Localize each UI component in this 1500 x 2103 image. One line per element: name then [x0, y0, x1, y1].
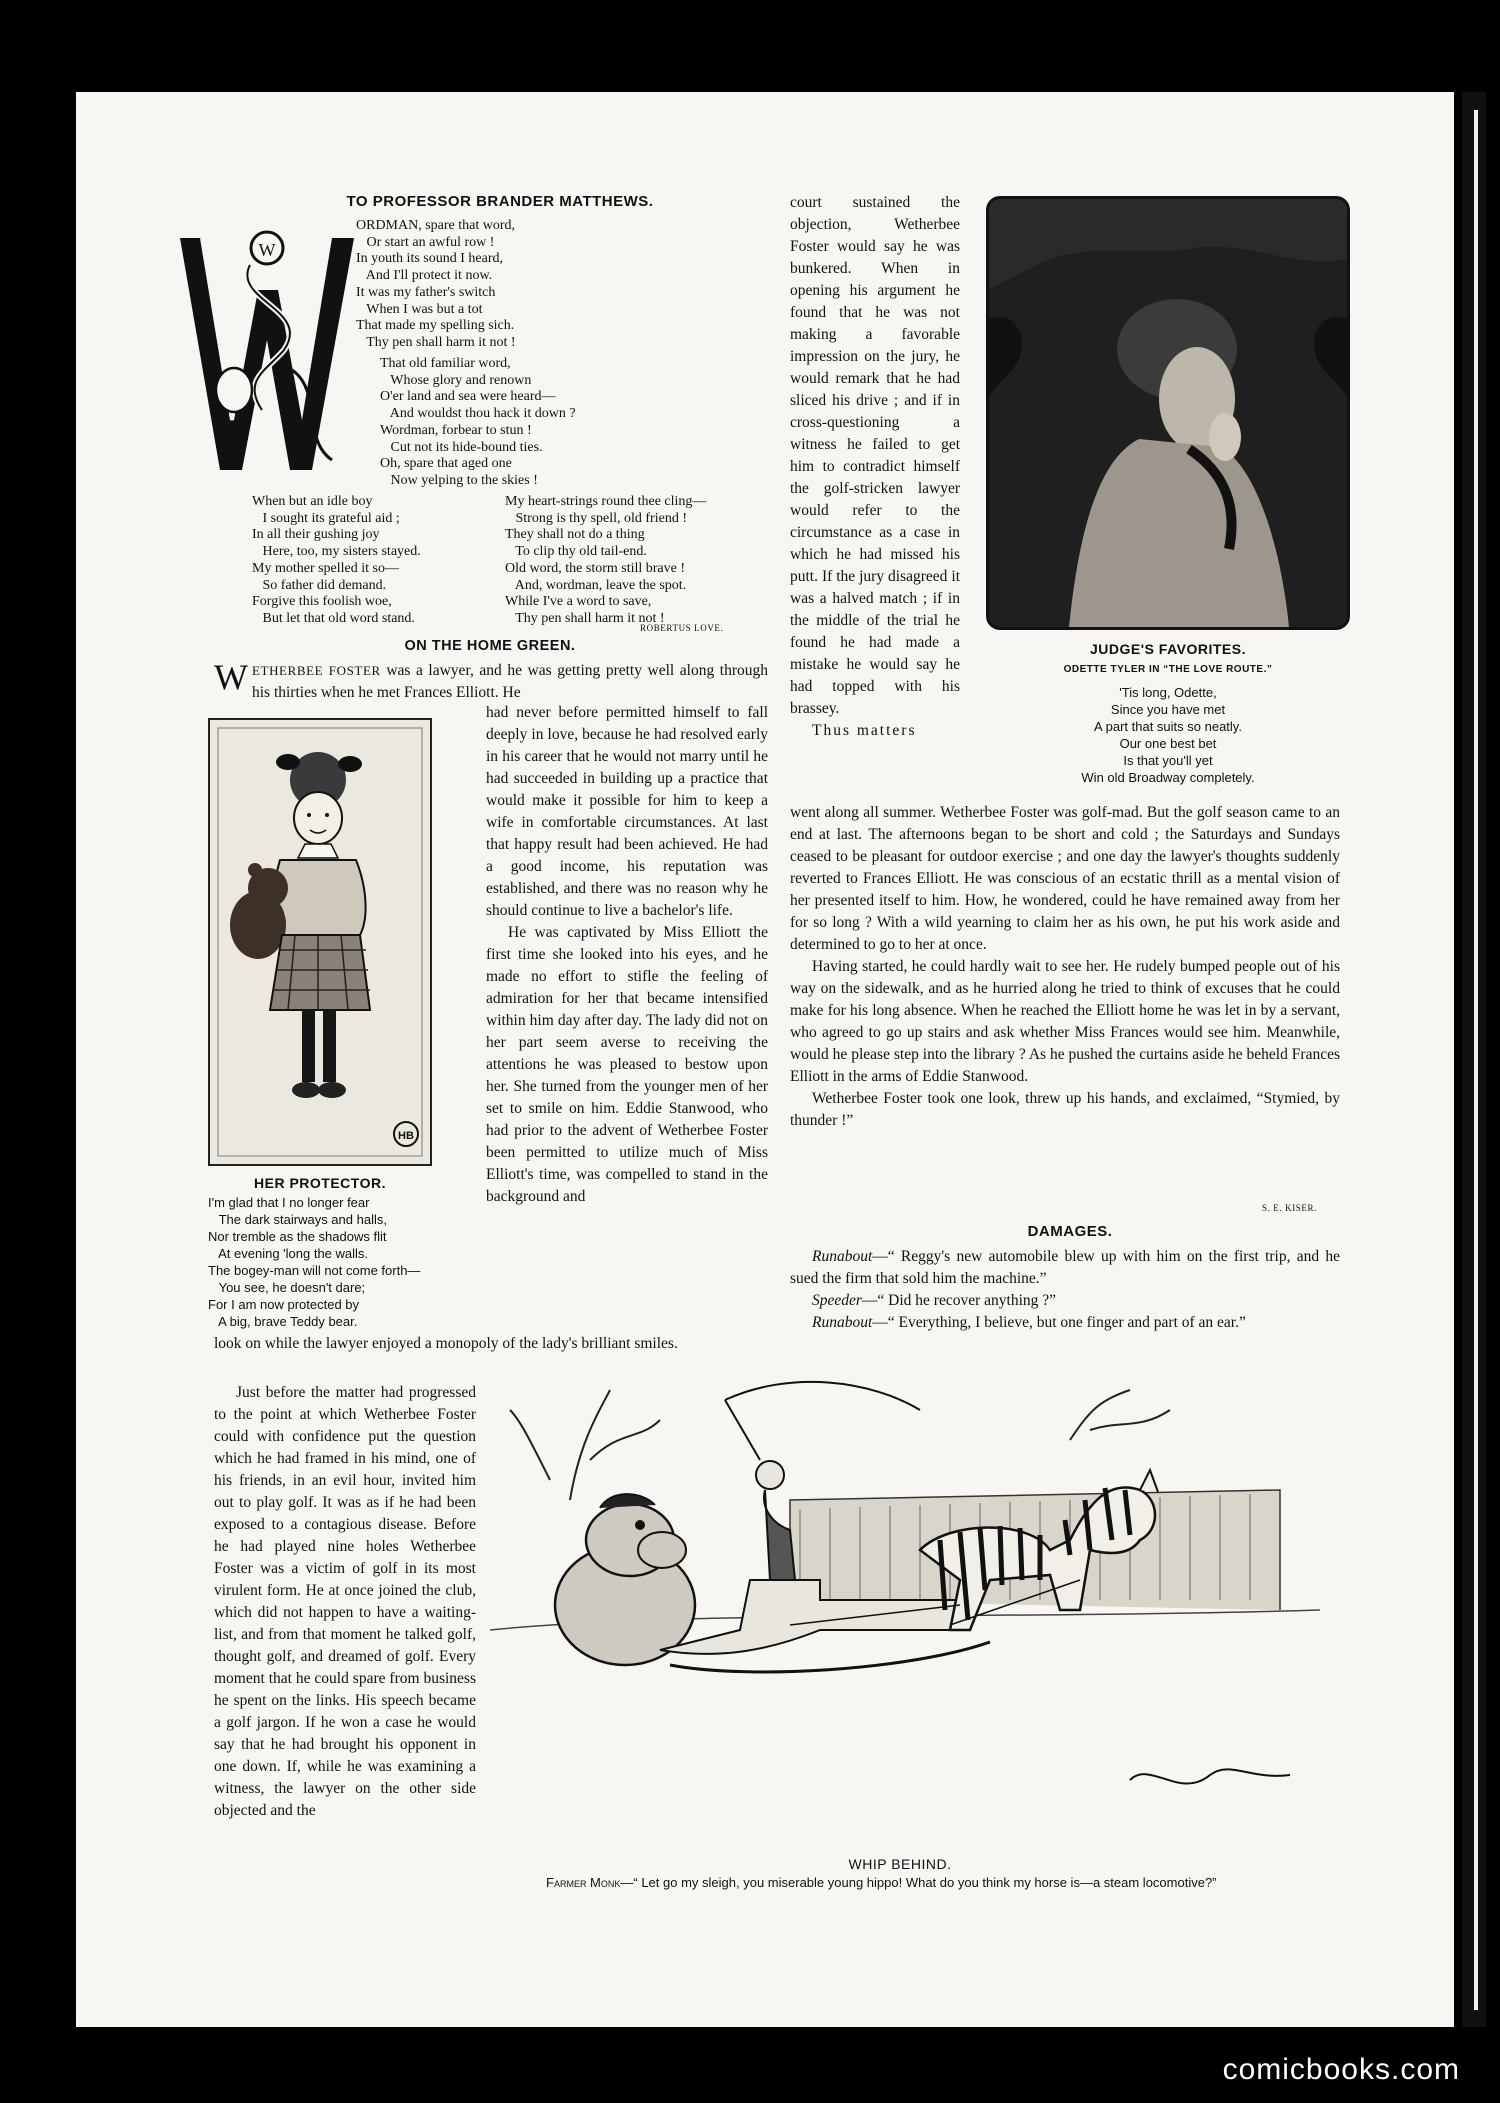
whip-behind-cartoon [490, 1380, 1320, 1850]
ornamental-drop-cap-w [172, 220, 362, 482]
cartoon-speaker: Farmer Monk [546, 1875, 621, 1890]
story-author: S. E. KISER. [1262, 1203, 1317, 1213]
story-para1-start: was a lawyer, and he was getting pretty well along through his thirties when he met Frances Elliott. He [251, 662, 768, 701]
story-column-1-lower [214, 1382, 476, 1822]
girl-with-teddy-bear-drawing [210, 720, 430, 1164]
page-gutter-line [1474, 110, 1478, 2010]
damages-speaker-2: Speeder [812, 1292, 862, 1309]
poem-title: TO PROFESSOR BRANDER MATTHEWS. [346, 193, 654, 210]
story-para3: Just before the matter had progressed to the point at which Wetherbee Foster could with confidence put the question which he had framed in his mind, one of his friends, in an evil hour, invited him out to play golf. It was as if he had been exposed to a contagious disease. Before he had played nine holes Wetherbee Foster was a victim of golf in its most virulent form. He at once joined the club, which did not happen to have a waiting-list, and from that moment he talked golf, thought golf, and dreamed of golf. Every moment that he could spare from business he spent on the links. His speech became a golf jargon. If he won a case he would say that he had brought his opponent in one down. If, while he was examining a witness, the lawyer on the other side objected and the [214, 1384, 476, 1819]
story-drop-cap: W [214, 657, 248, 697]
site-watermark: comicbooks.com [1222, 2053, 1460, 2086]
story-column-3 [790, 192, 960, 742]
story-para2: He was captivated by Miss Elliott the first time she looked into his eyes, and he made no effort to stifle the feeling of admiration for her that became intensified within him day after day. The lady did not on her part seem averse to receiving the attentions he was pleased to bestow upon her. She turned from the younger men of her set to smile on him. Eddie Stanwood, who had prior to the advent of Wetherbee Foster been permitted to utilize much of Miss Elliott's time, was compelled to stand in the background and [486, 924, 768, 1205]
judges-favorites-subtitle: ODETTE TYLER IN “THE LOVE ROUTE.” [1063, 664, 1273, 675]
story-opening [214, 657, 768, 704]
poem-stanza-1: ORDMAN, spare that word, Or start an awful row ! In youth its sound I heard, And I'll protect it now. It was my father's switch When I was but a tot That made my spelling sich. Thy pen shall harm it not ! [356, 218, 516, 350]
poem-author: ROBERTUS LOVE. [640, 623, 724, 633]
drop-cap-letter: W [258, 240, 276, 260]
story-first-words: ETHERBEE FOSTER [251, 663, 381, 678]
story-para3-cont: court sustained the objection, Wetherbee Foster would say he was bunkered. When in opening his argument he found that he was not making a favorable impression on the jury, he would remark that he had sliced his drive ; and if in cross-questioning a witness he failed to get him to contradict himself the golf-stricken lawyer would refer to the circumstance as a case in which he had missed his putt. If the jury disagreed it was a halved match ; if in the middle of the trial he found he had made a mistake he would say he had topped with his brassey. [790, 194, 960, 717]
damages-line-3: Runabout—“ Everything, I believe, but one finger and part of an ear.” [812, 1314, 1246, 1331]
story-para2-end: look on while the lawyer enjoyed a monopoly of the lady's brilliant smiles. [214, 1335, 678, 1352]
cartoon-caption-text: —“ Let go my sleigh, you miserable young hippo! What do you think my horse is—a steam locomotive?” [620, 1875, 1217, 1890]
story-para6: Wetherbee Foster took one look, threw up his hands, and exclaimed, “Stymied, by thunder !” [790, 1090, 1340, 1129]
judges-favorites-title: JUDGE'S FAVORITES. [1090, 641, 1246, 657]
story-para1-mid: had never before permitted himself to fall deeply in love, because he had resolved early in his career that he would not marry until he had succeeded in building up a practice that would make it possible for him to keep a wife in comfortable circumstances. At last that happy result had been achieved. He had a good income, his reputation was established, and there was no reason why he should continue to live a bachelor's life. [486, 704, 768, 919]
cartoon-title: WHIP BEHIND. [848, 1856, 952, 1872]
story-column-wide [790, 802, 1340, 1132]
poem-stanza-4: My heart-strings round thee cling— Strong is thy spell, old friend ! They shall not do a thing To clip thy old tail-end. Old word, the storm still brave ! And, wordman, leave the spot. While I've a word to save, Thy pen shall harm it not ! [505, 494, 707, 626]
poem-stanza-3: When but an idle boy I sought its grateful aid ; In all their gushing joy Here, too, my sisters stayed. My mother spelled it so— So father did demand. Forgive this foolish woe, But let that old word stand. [252, 494, 421, 626]
judges-favorites-verse: 'Tis long, Odette, Since you have met A part that suits so neatly. Our one best bet Is that you'll yet Win old Broadway completely. [1081, 685, 1255, 785]
story-column-2 [486, 702, 768, 1208]
her-protector-illustration [208, 718, 432, 1166]
damages-dialogue [790, 1246, 1340, 1334]
damages-speaker-3: Runabout [812, 1314, 873, 1331]
story-para4: went along all summer. Wetherbee Foster was golf-mad. But the golf season came to an end at last. The afternoons began to be short and cold ; the Saturdays and Sundays ceased to be pleasant for outdoor exercise ; and one day the lawyer's thoughts suddenly reverted to Frances Elliott. He was conscious of an ecstatic thrill as a mental vision of her presented itself to him. How, he wondered, could he have remained away from her for so long ? With a wild yearning to claim her as his own, he put his work aside and determined to go to her at once. [790, 804, 1340, 953]
story-title: ON THE HOME GREEN. [404, 638, 576, 654]
story-para4-start: Thus matters [812, 722, 917, 739]
damages-title: DAMAGES. [1027, 1223, 1113, 1240]
her-protector-verse: I'm glad that I no longer fear The dark stairways and halls, Nor tremble as the shadows flit At evening 'long the walls. The bogey-man will not come forth— You see, he doesn't dare; For I am now protected by A big, brave Teddy bear. [208, 1195, 421, 1329]
poem-stanza-2: That old familiar word, Whose glory and renown O'er land and sea were heard— And wouldst thou hack it down ? Wordman, forbear to stun ! Cut not its hide-bound ties. Oh, spare that aged one Now yelping to the skies ! [380, 356, 576, 488]
her-protector-title: HER PROTECTOR. [254, 1175, 386, 1191]
story-para5: Having started, he could hardly wait to see her. He rudely bumped people out of his way on the sidewalk, and as he hurried along he tried to think of excuses that he could make for his long absence. When he reached the Elliott home he was let in by a servant, who agreed to go up stairs and ask whether Miss Frances would see him. Meanwhile, would he please step into the library ? As he pushed the curtains aside he beheld Frances Elliott in the arms of Eddie Stanwood. [790, 958, 1340, 1085]
portrait-photo [989, 199, 1347, 627]
damages-line-1: Runabout—“ Reggy's new automobile blew up with him on the first trip, and he sued the firm that sold him the machine.” [790, 1248, 1340, 1287]
damages-line-2: Speeder—“ Did he recover anything ?” [812, 1292, 1057, 1309]
cartoon-caption [514, 1874, 1334, 1891]
damages-speaker-1: Runabout [812, 1248, 873, 1265]
artist-monogram: HB [398, 1130, 414, 1142]
odette-tyler-portrait [986, 196, 1350, 630]
